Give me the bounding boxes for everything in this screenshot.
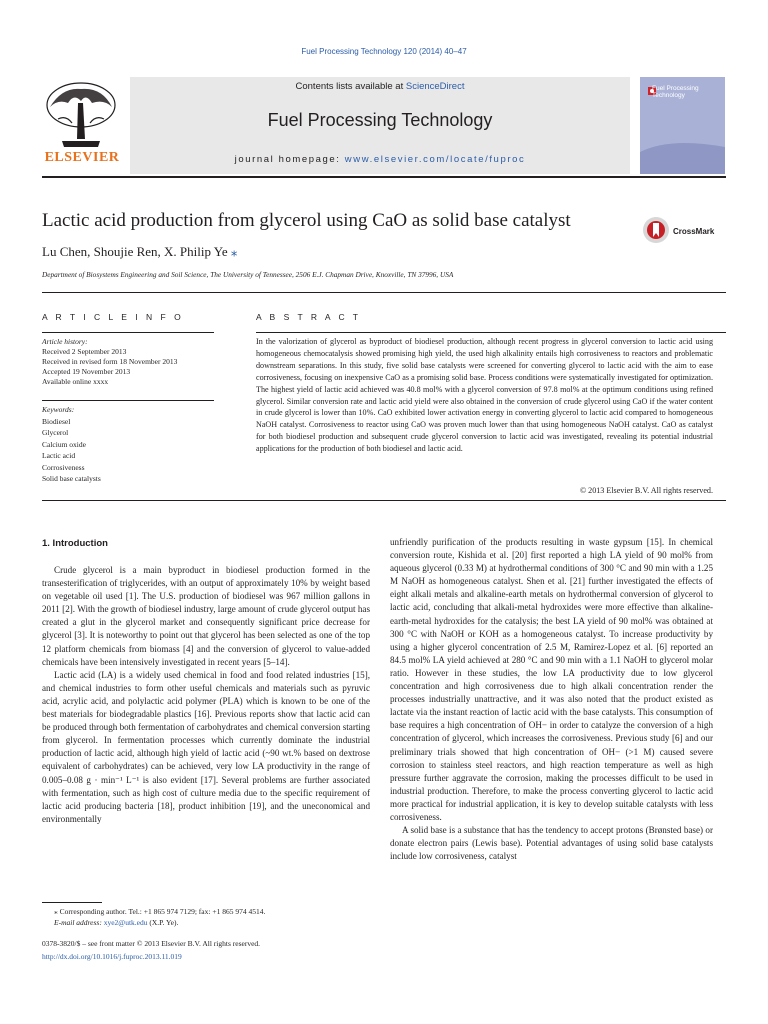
article-info-heading: A R T I C L E I N F O: [42, 312, 184, 322]
history-line: Accepted 19 November 2013: [42, 367, 131, 376]
history-line: Available online xxxx: [42, 377, 109, 386]
contents-line: Contents lists available at ScienceDirect: [295, 81, 465, 92]
footnote-rule: [42, 902, 102, 903]
history-line: Received 2 September 2013: [42, 347, 127, 356]
crossmark-icon: [642, 214, 728, 246]
title-rule: [42, 292, 726, 293]
keyword: Biodiesel: [42, 416, 71, 426]
journal-title: Fuel Processing Technology: [267, 110, 493, 130]
paragraph: Lactic acid (LA) is a widely used chemical in food and food related industries [15], and chemical industries to form other useful chemicals and materials such as pyruvic acid, acrylic acid, and polylactic acid polymer (PLA) which is known to be one of the best materials for biodegradable plastics [16]. Previous reports show that lactic acid can be produced through both fermentation of carbohydrates and chemical conversion starting from glycerol. In fermentation processes which currently dominate the industrial production of lactic acid, although high yield of lactic acid (~90 wt.% based on dextrose equivalent of carbohydrates) can be achieved, very low LA productivity in the range of 0.005–0.08 g · min⁻¹ L⁻¹ is also evident [17]. Several problems are further associated with fermentation, such as high cost of culture media due to the specific requirement of lactic acid producing bacteria [18], product inhibition [19], and the uneconomical and environmentally: [42, 669, 370, 824]
keywords-rule: [42, 400, 214, 401]
authors: Lu Chen, Shoujie Ren, X. Philip Ye ⁎: [42, 244, 238, 259]
email-line: E-mail address: xye2@utk.edu (X.P. Ye).: [54, 918, 179, 927]
elsevier-wordmark: ELSEVIER: [44, 150, 120, 165]
header-rule: [42, 176, 726, 178]
paper-title: Lactic acid production from glycerol using CaO as solid base catalyst: [42, 210, 571, 231]
issn-line: 0378-3820/$ – see front matter © 2013 Elsevier B.V. All rights reserved.: [42, 939, 261, 948]
abstract-copyright: © 2013 Elsevier B.V. All rights reserved.: [579, 486, 713, 495]
article-info-rule: [42, 332, 214, 333]
paragraph: unfriendly purification of the products resulting in waste gypsum [15]. In chemical conversion route, Kishida et al. [20] first reported a high LA yield of 90 mol% from aqueous glycerol (0.33 M) at hydrothermal conditions of 300 °C and 90 min with a 1.25 M NaOH as homogeneous catalyst. Shen et al. [21] further investigated the effects of eight alkali metals and alkaline-earth metals on hydrothermal conversion of glycerol to lactic acid, concluding that alkali-metal hydroxides were more effective than alkaline-earth-metal hydroxides for the catalysis; the best LA yield of 90 mol% was obtained at 300 °C with NaOH or KOH as a homogeneous catalyst. To increase productivity by using a higher glycerol concentration of 2.5 M, Ramirez-Lopez et al. [6] reported an 84.5 mol% LA yield achieved at 280 °C and 90 min with a 1.1 NaOH to glycerol molar ratio. However in these studies, the low LA productivity due to low glycerol concentration and high corrosiveness due to high alkali concentration render the processes industrially unattractive, and it was also noted that the product existed as lactate via the instant reaction of lactic acid with the base catalysts. This consumption of base requires a high concentration of OH− in order to catalyze the conversion of a high concentration of glycerol, which increases the corrosiveness. Previous study [6] and our preliminary trials showed that high concentration of OH− (>1 M) caused severe corrosion to stainless steel reactors, and high reaction temperature as well as high pressure further aggravate the corrosion, making the processes difficult to be used in industrial production. Therefore, to make the process converting glycerol to lactic acid more practical for industrial application, it is key to develop suitable catalysts with less corrosiveness.: [390, 537, 713, 822]
homepage-link[interactable]: www.elsevier.com/locate/fuproc: [344, 154, 526, 165]
keywords-label: Keywords:: [42, 405, 75, 414]
corresponding-author-mark[interactable]: ⁎: [230, 244, 238, 259]
section-heading-introduction: 1. Introduction: [42, 538, 108, 549]
corresponding-author-line: ⁎ Corresponding author. Tel.: +1 865 974 7129; fax: +1 865 974 4514.: [54, 907, 266, 916]
keywords-list: [42, 404, 214, 485]
journal-homepage: journal homepage: www.elsevier.com/locate/fuproc: [234, 154, 526, 165]
cover-title: Fuel Processing Technology: [652, 85, 699, 99]
history-label: Article history:: [42, 337, 88, 346]
journal-citation[interactable]: Fuel Processing Technology 120 (2014) 40–47: [301, 47, 467, 56]
corresponding-author-footnote: [42, 906, 372, 928]
keyword: Calcium oxide: [42, 439, 86, 449]
sciencedirect-link[interactable]: ScienceDirect: [405, 81, 465, 92]
crossmark-badge[interactable]: [642, 214, 728, 246]
body-column-left: [42, 564, 370, 826]
email-link[interactable]: xye2@utk.edu: [103, 918, 148, 927]
body-column-right: [390, 536, 713, 863]
abstract-rule: [256, 332, 726, 333]
keyword: Solid base catalysts: [42, 474, 101, 483]
crossmark-label: CrossMark: [673, 227, 715, 236]
doi-link[interactable]: http://dx.doi.org/10.1016/j.fuproc.2013.11.019: [42, 951, 182, 961]
paragraph: A solid base is a substance that has the tendency to accept protons (Brønsted base) or donate electron pairs (Lewis base). Potential advantages of using solid base catalysts include low corrosiveness, catalyst: [390, 825, 713, 862]
abstract-bottom-rule: [42, 500, 726, 501]
abstract-heading: A B S T R A C T: [256, 312, 362, 322]
affiliation: Department of Biosystems Engineering and Soil Science, The University of Tennessee, 2506 E.J. Chapman Drive, Knoxville, TN 37996, USA: [42, 270, 454, 279]
abstract-text: In the valorization of glycerol as byproduct of biodiesel production, although recent progress in glycerol conversion to lactic acid using homogeneous chemocatalysis showed promising high yield, the used high alkalinity entails high corrosiveness to reactors and problematic downstream separations. In this study, five solid base catalysts were screened for converting glycerol to lactic acid with the aim to ease corrosiveness, focusing on inexpensive CaO as a promising solid base. Process conditions were systematically investigated for optimization. The highest yield of lactic acid achieved was 40.8 mol% with a glycerol conversion of 97.8 mol% at the optimum conditions using refined glycerol. Similar conversion rate and lactic acid yield were also obtained in the conversion of crude glycerol using CaO if the water content in crude glycerol is lower than 10%. CaO exhibited lower activation energy in converting glycerol to lactic acid compared to homogeneous NaOH catalyst. Corrosiveness to reactor using CaO was proven much lower than that using homogeneous NaOH catalyst. CaO as catalyst for both biodiesel production and subsequent crude glycerol conversion to lactic acid was investigated, revealing its potential industrial applications for the production of both biodiesel and lactic acid.: [256, 337, 713, 454]
article-history: [42, 337, 214, 387]
paragraph: Crude glycerol is a main byproduct in biodiesel production formed in the transesterification of triglycerides, with an output of approximately 10% by weight based on vegetable oil used [1]. The U.S. production of biodiesel was 967 million gallons in 2011 [2]. With the growth of biodiesel industry, large amount of crude glycerol output has created a glut in the glycerol market and consequently significant price decrease for glycerol [3]. It is noteworthy to point out that glycerol has been selected as one of the top 12 platform chemicals from biomass [4] and the conversion of glycerol to value-added chemicals have been intensively investigated in recent years [5–14].: [42, 565, 370, 667]
keyword: Lactic acid: [42, 451, 76, 460]
history-line: Received in revised form 18 November 2013: [42, 357, 178, 366]
keyword: Glycerol: [42, 428, 69, 437]
keyword: Corrosiveness: [42, 462, 85, 472]
front-matter: [42, 938, 372, 963]
